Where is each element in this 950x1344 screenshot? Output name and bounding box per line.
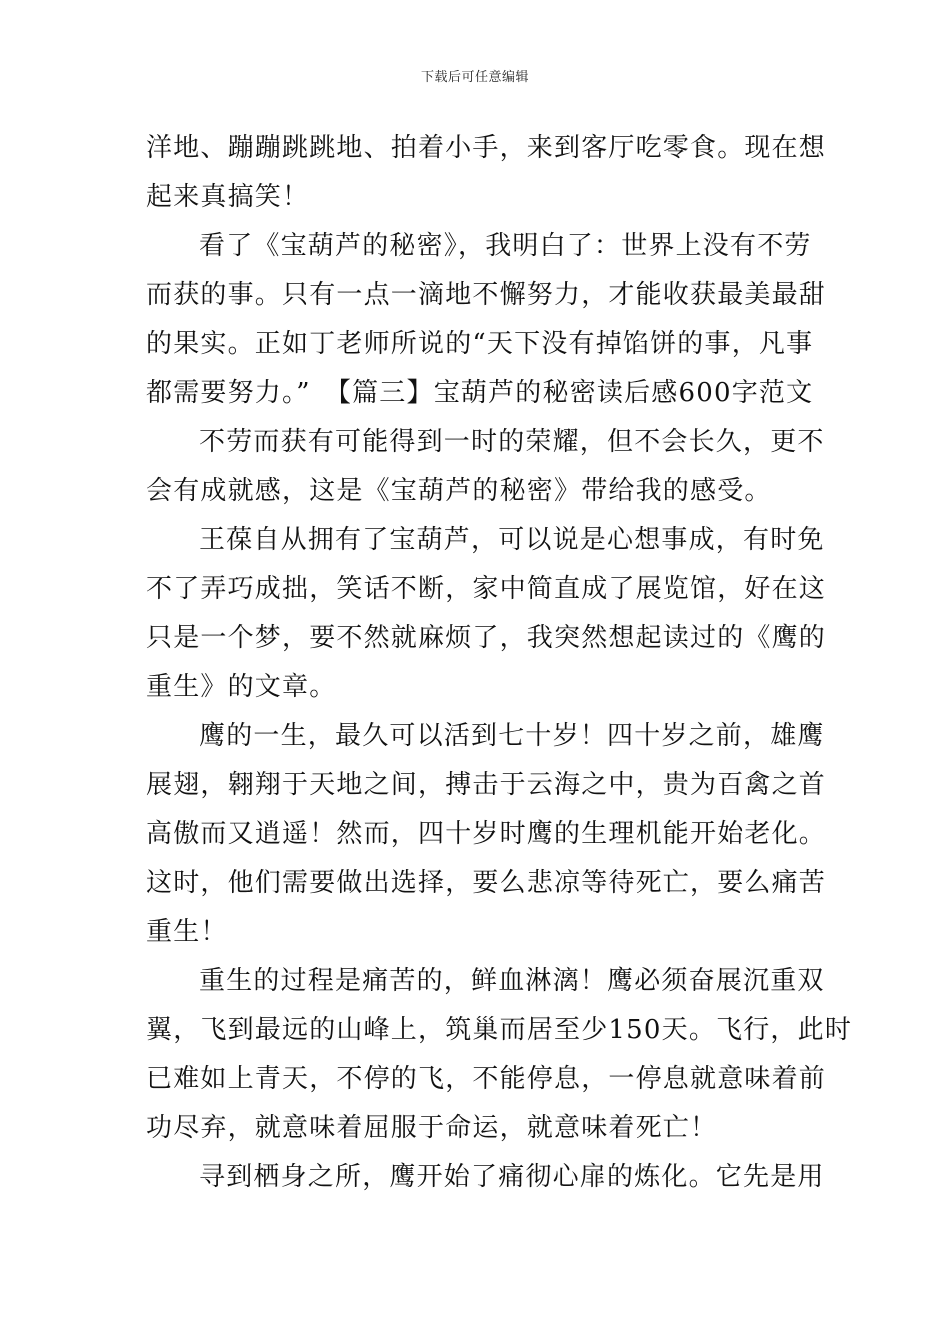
text-line: 只是一个梦，要不然就麻烦了，我突然想起读过的《鹰的 xyxy=(146,623,827,653)
text-line: 已难如上青天，不停的飞，不能停息，一停息就意味着前 xyxy=(146,1064,827,1094)
text-line: 会有成就感，这是《宝葫芦的秘密》带给我的感受。 xyxy=(146,476,772,506)
text-line: 都需要努力。” 【篇三】宝葫芦的秘密读后感600字范文 xyxy=(146,378,814,408)
text-line: 重生》的文章。 xyxy=(146,672,337,702)
text-line: 展翅，翱翔于天地之间，搏击于云海之中，贵为百禽之首 xyxy=(146,770,827,800)
text-line: 这时，他们需要做出选择，要么悲凉等待死亡，要么痛苦 xyxy=(146,868,827,898)
text-line: 起来真搞笑！ xyxy=(146,182,310,212)
text-line: 而获的事。只有一点一滴地不懈努力，才能收获最美最甜 xyxy=(146,280,827,310)
text-line: 不了弄巧成拙，笑话不断，家中简直成了展览馆，好在这 xyxy=(146,574,827,604)
text-line: 功尽弃，就意味着屈服于命运，就意味着死亡！ xyxy=(146,1113,718,1143)
text-line: 翼，飞到最远的山峰上，筑巢而居至少150天。飞行，此时 xyxy=(146,1015,853,1045)
text-line: 高傲而又逍遥！然而，四十岁时鹰的生理机能开始老化。 xyxy=(146,819,827,849)
text-line: 重生！ xyxy=(146,917,228,947)
page-header: 下载后可任意编辑 xyxy=(420,70,529,85)
text-line: 看了《宝葫芦的秘密》，我明白了：世界上没有不劳 xyxy=(199,231,812,261)
text-line: 寻到栖身之所，鹰开始了痛彻心扉的炼化。它先是用 xyxy=(199,1162,825,1192)
document-body xyxy=(146,124,853,1202)
text-line: 不劳而获有可能得到一时的荣耀，但不会长久，更不 xyxy=(199,427,825,457)
text-line: 重生的过程是痛苦的，鲜血淋漓！鹰必须奋展沉重双 xyxy=(199,966,825,996)
text-line: 王葆自从拥有了宝葫芦，可以说是心想事成，有时免 xyxy=(199,525,825,555)
text-line: 洋地、蹦蹦跳跳地、拍着小手，来到客厅吃零食。现在想 xyxy=(146,133,827,163)
text-line: 鹰的一生，最久可以活到七十岁！四十岁之前，雄鹰 xyxy=(199,721,825,751)
text-line: 的果实。正如丁老师所说的“天下没有掉馅饼的事，凡事 xyxy=(146,329,814,359)
